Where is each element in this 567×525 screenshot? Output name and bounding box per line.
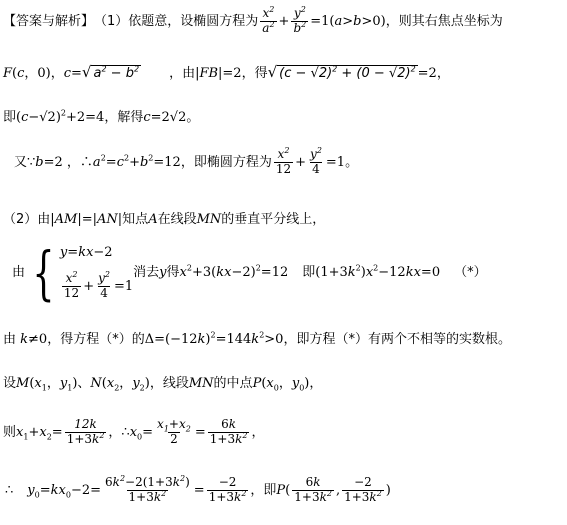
text-run: 由 [12,265,26,281]
text-run: （*） [454,265,487,281]
answer-line-5: （2）由| AM |=| AN | 知点 A 在线段 MN 的垂直平分线上， [3,212,326,227]
text-run: 的中点 [213,376,253,391]
text-run: ， [108,424,122,440]
text-run: （2）由| [3,212,55,227]
text-run: 则 [3,424,17,440]
text-run: 。 [345,154,359,170]
fraction: $\frac{-2}{1+3k^2}$ [344,475,382,504]
equation-system: y=kx−2 $\frac{x^2}{12}$ + $\frac{y^2}{4}$ =1 [59,245,134,300]
text-run: 由 [3,332,17,347]
text-run: 。 [186,110,200,125]
answer-line-1: 【答案与解析】 （1）依题意，设椭圆方程为 $\frac{x^2}{a^2}$ + $\frac{y^2}{b^2}$ =1( a > b >0) ，则其右焦点坐标为 [3,5,503,35]
fraction: $\frac{x^2}{a^2}$ [262,5,275,35]
fraction: $\frac{x^2}{12}$ [275,146,292,176]
text-run: 、 [77,376,91,391]
text-run: ， [309,376,323,391]
brace: { [32,239,55,307]
text-run: （1）依题意，设椭圆方程为 [94,13,259,29]
text-run: ，得方程（*）的 [47,332,145,347]
text-run: ，线段 [149,376,189,391]
fraction: $\frac{6k}{1+3k^2}$ [294,475,332,504]
answer-line-8: 设 M ( x $_1$， y $_1$) 、 N ( x $_2$， y $_2$) ，线段 MN 的中点 P ( x $_0$， y $_0$) ， [3,376,323,393]
text-run: 得 [166,265,180,281]
fraction: $\frac{6k^2-2(1+3k^2)}{1+3k^2}$ [105,474,190,504]
text-run: ，由| [169,65,200,81]
text-run: ，即椭圆方程为 [180,154,272,170]
text-run: 知点 [122,212,149,227]
answer-line-2: F ( c ，0)， c = √ $a^2 - b^2$ ，由| FB |=2 ，得 √ $(c - √2)^2 + (0 - √2)^2$ =2， [3,63,450,81]
text-run: 的垂直平分线上， [221,212,326,227]
answer-line-3: 即 ( c −√2)$^2$+2=4 ，解得 c =2√2 。 [3,108,200,125]
text-run: ，则其右焦点坐标为 [385,13,503,29]
text-run: ，解得 [104,110,144,125]
sqrt: √ $a^2 - b^2$ [81,63,140,81]
text-run: ，即方程（*）有两个不相等的实数根。 [283,332,511,347]
fraction: $\frac{-2}{1+3k^2}$ [208,475,247,504]
text-run: 即 [302,265,316,281]
sqrt: √ $(c - √2)^2 + (0 - √2)^2$ [267,63,416,81]
text-run: ， [251,424,265,440]
text-run: 设 [3,376,17,391]
text-run: 又 [14,154,28,170]
answer-line-10: ∴ y $_0$= kx $_0$−2= $\frac{6k^2-2(1+3k^2)}{1+3k^2}$ = $\frac{-2}{1+3k^2}$ ，即 P ( $\frac{6k}{1+3k^2}$ , $\frac{-2}{1+3k^2}$ ) [5,474,391,504]
text-run: 消去 [133,265,160,281]
fraction: $\frac{12k}{1+3k^2}$ [66,417,105,446]
fraction: $\frac{y^2}{b^2}$ [293,5,307,35]
text-run: 在线段 [157,212,197,227]
fraction: $\frac{6k}{1+3k^2}$ [209,417,248,446]
answer-tag: 【答案与解析】 [3,13,95,29]
text-run: 即 [3,110,17,125]
fraction: $\frac{y^2}{4}$ [310,146,322,176]
answer-line-4: 又 ∵ b =2 ，∴ a $^2$= c $^2$+ b $^2$=12 ，即椭圆方程为 $\frac{x^2}{12}$ + $\frac{y^2}{4}$ =1 。 [14,146,359,176]
answer-line-7: 由 k ≠0 ，得方程（*）的 Δ=(−12 k )$^2$=144 k $^2$>0 ，即方程（*）有两个不相等的实数根。 [3,330,511,347]
fraction: $\frac{x_1+x_2}{2}$ [157,417,191,446]
text-run: ，即 [250,482,277,498]
text-run: ，得 [241,65,268,81]
answer-line-6: 由 { y=kx−2 $\frac{x^2}{12}$ + $\frac{y^2}{4}$ =1 消去 y 得 x $^2$+3( kx −2)$^2$=12 即 (1+3 k $^2$) x $^2$−12 kx =0 （*） [12,239,487,307]
answer-line-9: 则 x $_1$+ x $_2$= $\frac{12k}{1+3k^2}$ ， ∴ x $_0$= $\frac{x_1+x_2}{2}$ = $\frac{6k}{1+3k^2}$ ， [3,417,265,446]
